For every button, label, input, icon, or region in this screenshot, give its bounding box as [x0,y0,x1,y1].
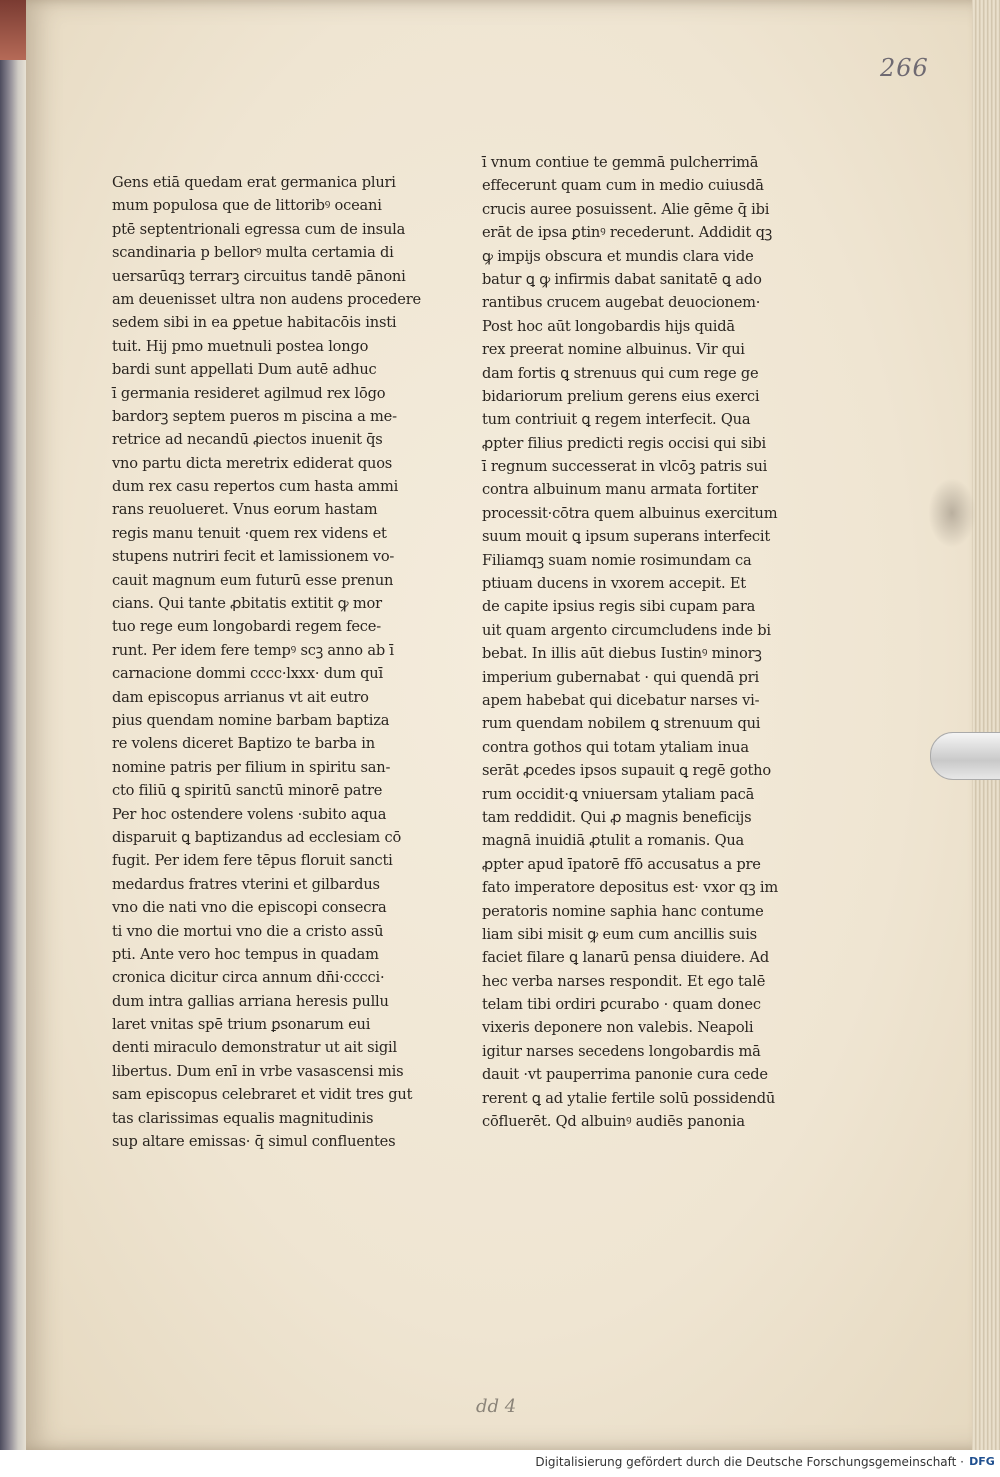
text-line: cto filiū ꝗ spiritū sanctū minorē patre [112,782,383,800]
text-line: cauit magnum eum futurū esse prenun [112,571,394,589]
text-line: dam fortis ꝗ strenuus qui cum rege ge [482,364,759,382]
text-line: fugit. Per idem fere tēpus floruit sancti [112,852,393,870]
text-line: scandinaria p bellorꝰ multa certamia di [112,244,394,262]
text-line: ꝓpter filius predicti regis occisi qui sibi [482,434,766,452]
text-line: telam tibi ordiri ꝑcurabo · quam donec [482,996,761,1014]
text-line: suum mouit ꝗ ipsum superans interfecit [482,528,770,546]
text-line: Post hoc aūt longobardis hijs quidā [482,317,735,335]
text-line: ī vnum contiue te gemmā pulcherrimā [482,154,759,171]
text-line: sedem sibi in ea ꝑpetue habitacōis insti [112,314,397,332]
text-line: crucis auree posuissent. Alie gēme q̄ ibi [482,200,770,218]
footer-bar [0,1450,1000,1477]
text-line: apem habebat qui dicebatur narses vi- [482,691,760,709]
text-line: tuit. Hij pmo muetnuli postea longo [112,337,369,355]
text-line: mum populosa que de littoribꝰ oceani [112,197,382,215]
text-line: nomine patris per filium in spiritu san- [112,758,391,776]
text-line: re volens diceret Baptizo te barba in [112,735,375,753]
text-line: pti. Ante vero hoc tempus in quadam [112,945,379,963]
text-line: stupens nutriri fecit et lamissionem vo- [112,548,395,566]
signature-mark: dd 4 [476,1396,517,1417]
text-line: retrice ad necandū ꝓiectos inuenit q̄s [112,431,383,449]
text-line: disparuit ꝗ baptizandus ad ecclesiam cō [112,828,402,846]
text-line: denti miraculo demonstratur ut ait sigil [112,1039,397,1057]
text-line: tam reddidit. Qui ꝓ magnis beneficijs [482,808,752,826]
text-line: bebat. In illis aūt diebus Iustinꝰ minorꝫ [482,645,762,663]
left-text-column [112,171,432,1153]
text-line: vixeris deponere non valebis. Neapoli [482,1019,754,1037]
text-line: bardi sunt appellati Dum autē adhuc [112,361,377,379]
text-line: ti vno die mortui vno die a cristo assū [112,922,384,940]
text-line: fato imperatore depositus est· vxor qꝫ im [482,879,778,897]
text-line: sup altare emissas· q̄ simul confluentes [112,1133,396,1151]
text-line: effecerunt quam cum in medio cuiusdā [482,177,764,195]
funding-credit: Digitalisierung gefördert durch die Deutsche Forschungsgemeinschaft · [535,1455,964,1469]
text-line: cronica dicitur circa annum dn̄i·cccci· [112,969,385,987]
text-line: Filiamqꝫ suam nomie rosimundam ca [482,551,752,569]
text-line: uit quam argento circumcludens inde bi [482,621,771,639]
text-line: tas clarissimas equalis magnitudinis [112,1109,374,1127]
text-line: ptiuam ducens in vxorem accepit. Et [482,575,746,593]
text-line: vno die nati vno die episcopi consecra [112,899,387,917]
text-line: ptē septentrionali egressa cum de insula [112,220,406,238]
text-line: cians. Qui tante ꝓbitatis extitit ꝙ mor [112,595,382,613]
text-line: rum occidit·ꝗ vniuersam ytaliam pacā [482,785,755,803]
text-line: batur ꝗ ꝙ infirmis dabat sanitatē ꝗ ado [482,270,762,288]
text-line: regis manu tenuit ·quem rex videns et [112,524,387,542]
text-line: am deuenisset ultra non audens procedere [112,290,421,308]
text-line: uersarūqꝫ terrarꝫ circuitus tandē pānoni [112,267,406,285]
text-line: rans reuolueret. Vnus eorum hastam [112,501,378,519]
text-line: dam episcopus arrianus vt ait eutro [112,688,369,706]
text-line: vno partu dicta meretrix ediderat quos [112,454,393,472]
text-line: dauit ·vt pauperrima panonie cura cede [482,1066,768,1084]
text-line: laret vnitas spē trium ꝑsonarum eui [112,1016,371,1034]
text-line: igitur narses secedens longobardis mā [482,1042,761,1060]
text-line: erāt de ipsa ꝑtinꝰ recederunt. Addidit qꝫ [482,224,773,242]
text-line: sam episcopus celebraret et vidit tres gut [112,1086,413,1104]
text-line: bidariorum prelium gerens eius exerci [482,387,760,405]
text-line: magnā inuidiā ꝓtulit a romanis. Qua [482,832,745,850]
page-clip [930,732,1000,780]
text-line: tuo rege eum longobardi regem fece- [112,618,381,636]
text-line: faciet filare ꝗ lanarū pensa diuidere. Ad [482,949,769,967]
page-stain [928,478,976,548]
book-spine [0,0,26,1477]
text-line: liam sibi misit ꝙ eum cum ancillis suis [482,925,757,943]
text-line: Gens etiā quedam erat germanica pluri [112,174,396,191]
text-line: serāt ꝓcedes ipsos supauit ꝗ regē gotho [482,762,771,780]
text-line: dum rex casu repertos cum hasta ammi [112,478,399,496]
text-line: bardorꝫ septem pueros m piscina a me- [112,407,397,425]
text-line: pius quendam nomine barbam baptiza [112,711,390,729]
text-line: Per hoc ostendere volens ·subito aqua [112,805,387,823]
text-line: dum intra gallias arriana heresis pullu [112,992,389,1010]
text-line: tum contriuit ꝗ regem interfecit. Qua [482,411,751,429]
text-line: processit·cōtra quem albuinus exercitum [482,504,778,522]
dfg-logo: DFG [969,1455,995,1468]
text-line: ꝓpter apud īpatorē ffō accusatus a pre [482,855,761,873]
text-line: rum quendam nobilem ꝗ strenuum qui [482,715,761,733]
text-line: cōfluerēt. Qd albuinꝰ audiēs panonia [482,1113,745,1131]
text-line: libertus. Dum enī in vrbe vasascensi mis [112,1062,404,1080]
text-line: carnacione dommi cccc·lxxx· dum quī [112,665,383,683]
text-line: rex preerat nomine albuinus. Vir qui [482,341,745,359]
text-line: hec verba narses respondit. Et ego talē [482,972,766,990]
text-line: contra gothos qui totam ytaliam inua [482,738,749,756]
text-line: peratoris nomine saphia hanc contume [482,902,764,920]
text-line: rerent ꝗ ad ytalie fertile solū possidendū [482,1089,776,1107]
text-line: rantibus crucem augebat deuocionem· [482,294,761,312]
text-line: runt. Per idem fere tempꝰ scꝫ anno ab ī [112,641,394,659]
text-line: imperium gubernabat · qui quendā pri [482,668,759,686]
text-line: ī regnum successerat in vlcōꝫ patris sui [482,458,768,476]
text-line: ī germania resideret agilmud rex lōgo [112,384,386,402]
text-line: contra albuinum manu armata fortiter [482,481,758,499]
text-line: ꝙ impijs obscura et mundis clara vide [482,247,754,265]
folio-number: 266 [880,54,929,82]
text-line: medardus fratres vterini et gilbardus [112,875,380,893]
page-edges [972,0,1000,1450]
text-line: de capite ipsius regis sibi cupam para [482,598,756,616]
right-text-column [482,151,778,1133]
